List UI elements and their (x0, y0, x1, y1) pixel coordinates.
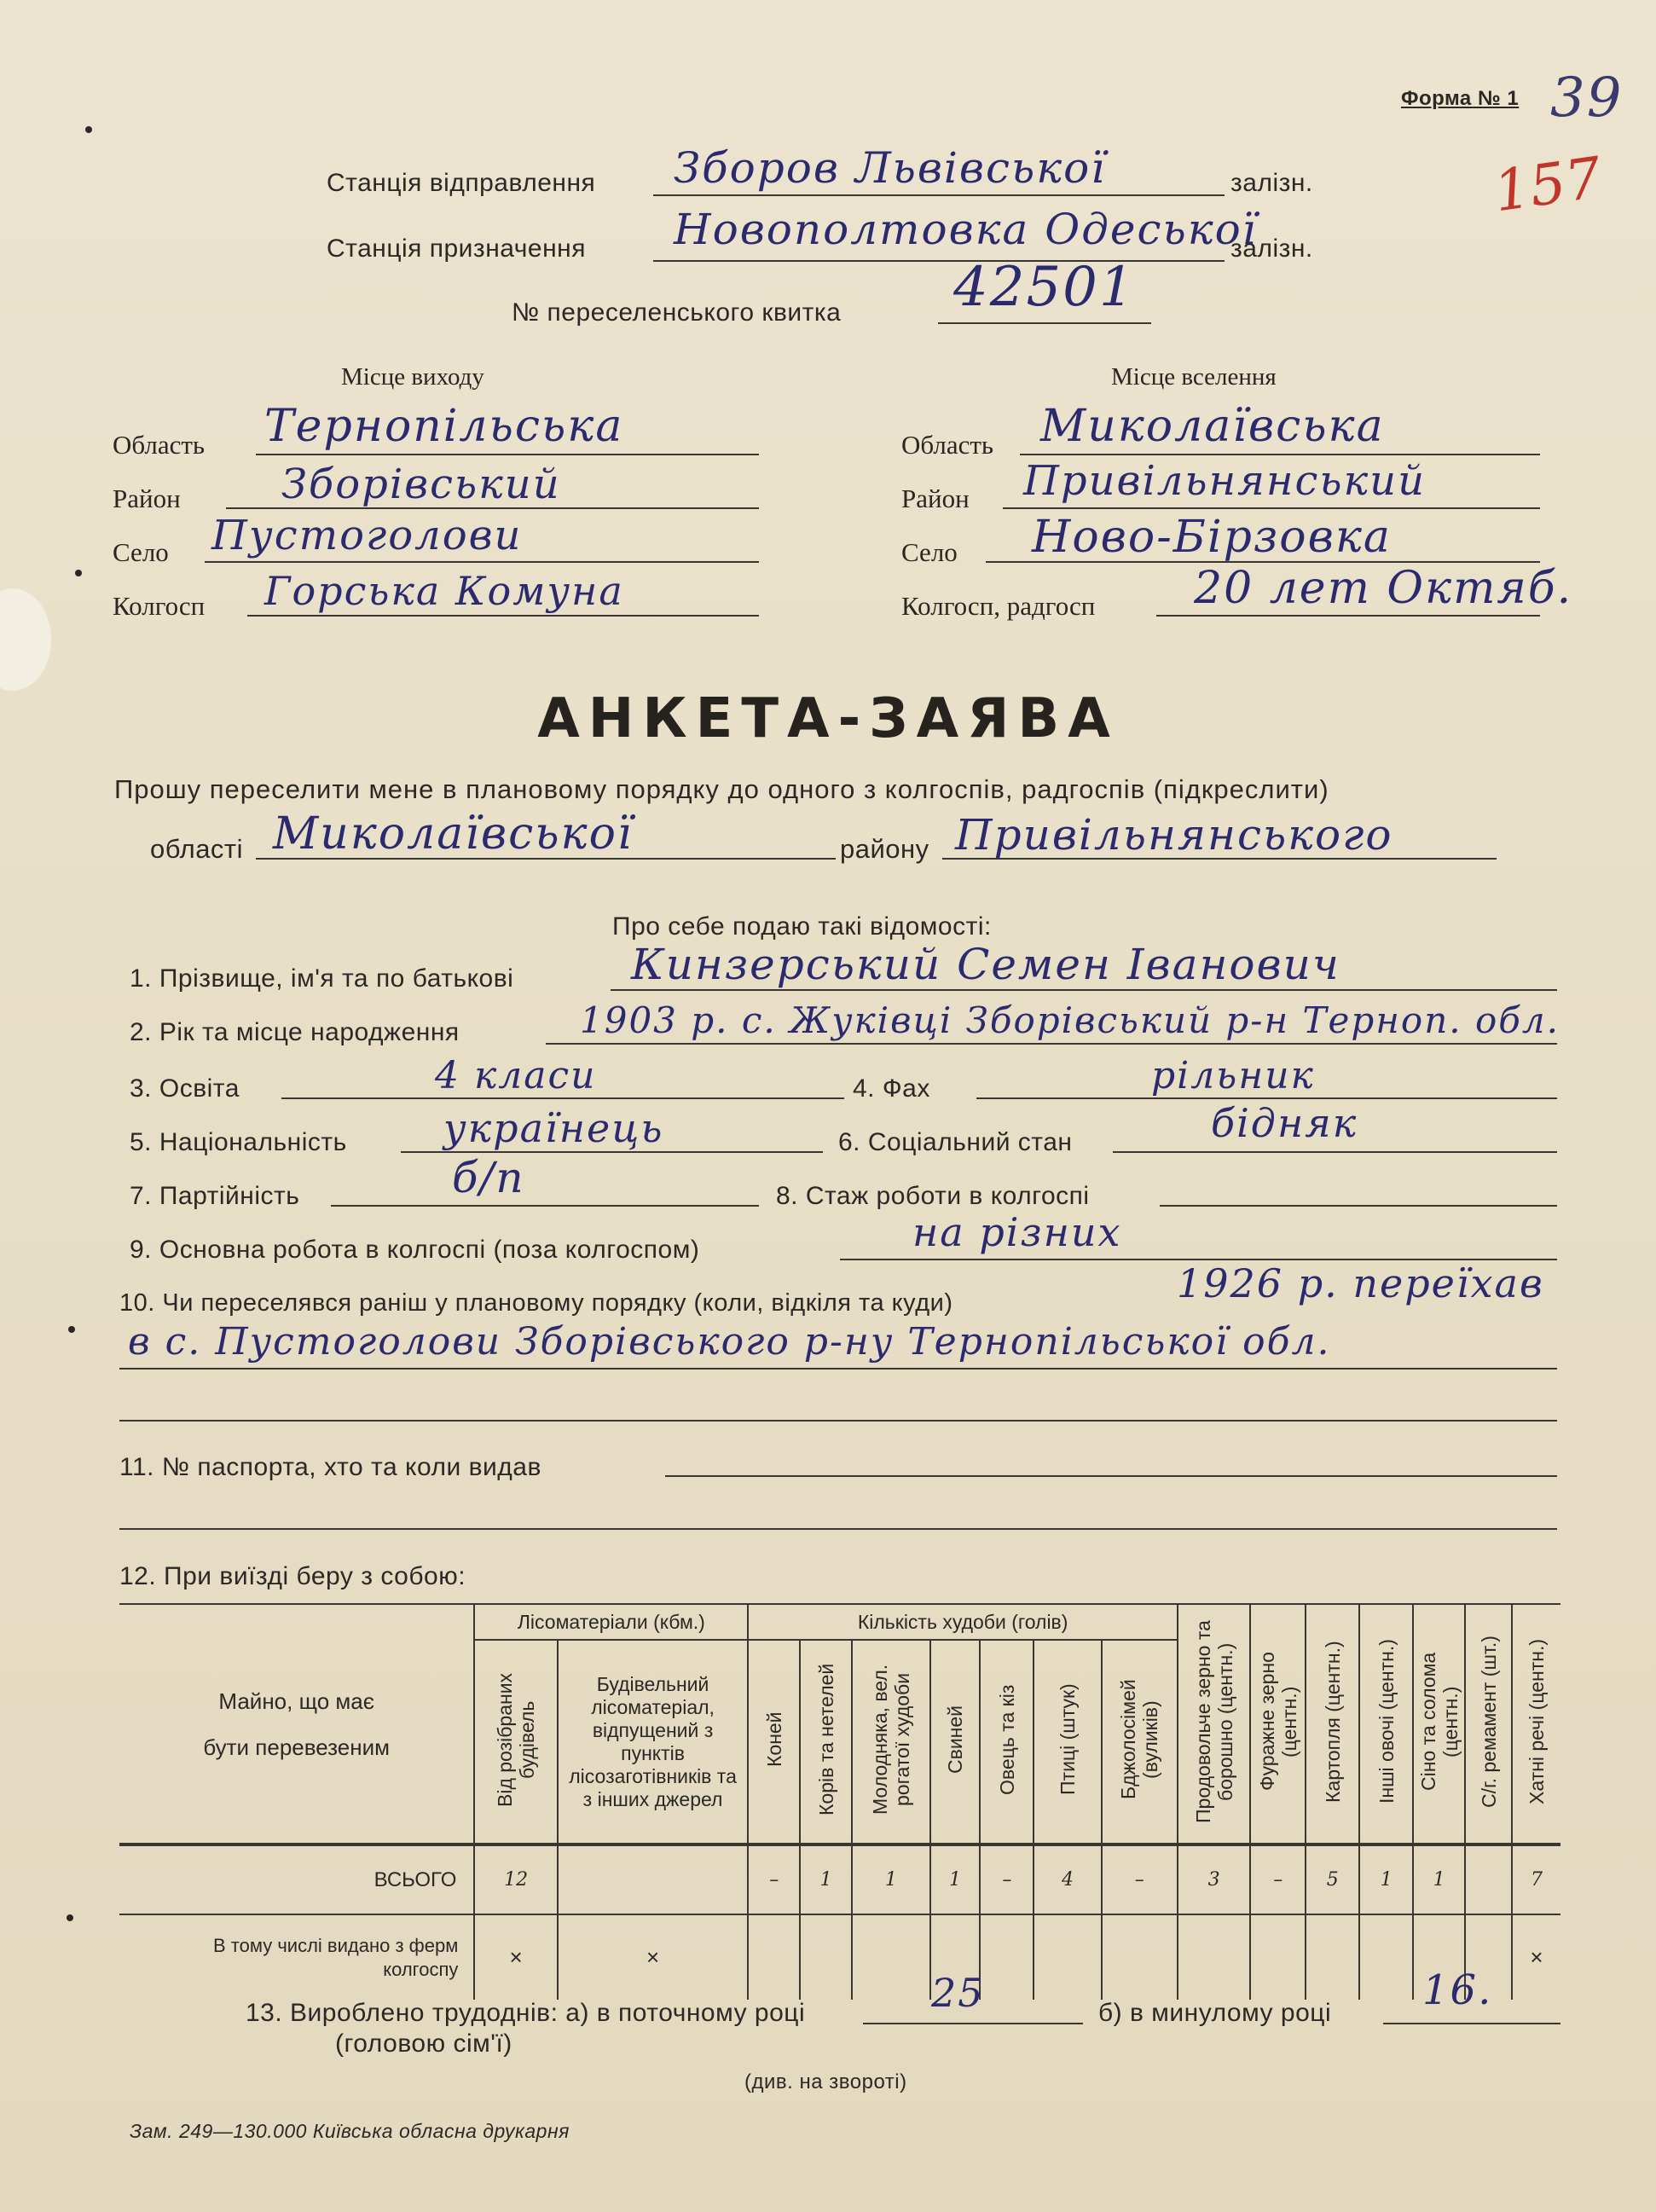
origin-kolhosp-label: Колгосп (113, 591, 206, 621)
q10-value-2: в с. Пустоголови Зборівського р-ну Тернопільської обл. (128, 1320, 1331, 1364)
q11-label: 11. № паспорта, хто та коли видав (119, 1453, 541, 1481)
workdays-current-line (863, 2023, 1083, 2024)
q7-line (331, 1205, 759, 1207)
cell-farm-15: × (1512, 1914, 1560, 2000)
destination-selo-label: Село (901, 537, 958, 567)
cell-total-4: 1 (852, 1844, 929, 1914)
hdr-11 (1306, 1604, 1359, 1844)
cell-total-3: 1 (800, 1844, 852, 1914)
hdr-2-text: Коней (762, 1711, 785, 1767)
hdr-11-text: Картопля (центн.) (1321, 1640, 1344, 1803)
departure-station-line (653, 194, 1225, 196)
cell-farm-12 (1359, 1914, 1413, 2000)
row-farm-label (119, 1914, 474, 2000)
hdr-14 (1465, 1604, 1512, 1844)
row-farm-label-text: В тому числі видано з ферм колгоспу (213, 1934, 459, 1980)
q10-line-3 (119, 1420, 1557, 1422)
binding-dot-3 (68, 1326, 75, 1333)
hdr-9-text: Продовольче зерно та борошно (центн.) (1191, 1619, 1236, 1823)
cell-total-11: 5 (1306, 1844, 1359, 1914)
destination-station-line (653, 260, 1225, 262)
hdr-10-text: Фуражне зерно (центн.) (1255, 1652, 1300, 1791)
hdr-1 (558, 1640, 748, 1844)
q5-value: українець (443, 1105, 664, 1151)
row-total-label: ВСЬОГО (119, 1844, 474, 1914)
q8-line (1160, 1205, 1557, 1207)
col-property-header (119, 1604, 474, 1844)
q3-label: 3. Освіта (130, 1074, 240, 1103)
q2-label: 2. Рік та місце народження (130, 1018, 460, 1046)
q12-label: 12. При виїзді беру з собою: (119, 1562, 466, 1590)
printer-note: Зам. 249—130.000 Київська обласна друкарня (130, 2120, 570, 2142)
workdays-prev-label: б) в минулому році (1098, 1999, 1332, 2027)
cell-total-14 (1465, 1844, 1512, 1914)
cell-total-6: – (980, 1844, 1034, 1914)
cell-total-10: – (1250, 1844, 1306, 1914)
destination-station-label: Станція призначення (327, 235, 586, 263)
request-raion-value: Привільнянського (955, 810, 1393, 860)
workdays-note: (головою сім'ї) (335, 2030, 512, 2058)
q4-line (976, 1097, 1557, 1099)
q8-label: 8. Стаж роботи в колгоспі (776, 1182, 1090, 1210)
q1-value: Кинзерський Семен Іванович (631, 940, 1340, 989)
q9-label: 9. Основна робота в колгоспі (поза колгоспом) (130, 1236, 700, 1264)
hdr-8-text: Бджолосімей (вуликів) (1117, 1679, 1162, 1799)
hdr-13-text: Сіно та солома (центн.) (1416, 1652, 1462, 1791)
destination-kolhosp-label: Колгосп, радгосп (901, 591, 1096, 621)
hdr-1-text: Будівельний лісоматеріал, відпущений з пунктів лісозаготівників та з інших джерел (569, 1672, 737, 1810)
col-property-header-text: Майно, що має бути перевезеним (203, 1688, 391, 1760)
hdr-7-text: Птиці (штук) (1056, 1683, 1079, 1795)
origin-oblast-label: Область (113, 430, 206, 460)
archive-red-number: 157 (1490, 144, 1606, 225)
archive-page-number: 39 (1550, 67, 1624, 130)
q4-value: рільник (1151, 1054, 1315, 1097)
hdr-15 (1512, 1604, 1560, 1844)
cell-farm-2 (748, 1914, 800, 2000)
q2-line (546, 1043, 1557, 1045)
q10-line-2 (119, 1368, 1557, 1369)
cell-farm-3 (800, 1914, 852, 2000)
origin-selo-line (205, 561, 759, 563)
destination-oblast-line (1020, 454, 1540, 455)
workdays-current-value: 25 (931, 1970, 985, 2016)
hdr-2 (748, 1640, 800, 1844)
origin-selo-value: Пустоголови (211, 512, 523, 559)
table-row-total (119, 1844, 1560, 1914)
cell-farm-11 (1306, 1914, 1359, 2000)
hdr-7 (1034, 1640, 1101, 1844)
cell-total-5: 1 (930, 1844, 981, 1914)
destination-station-value: Новополтовка Одеської (674, 205, 1258, 254)
origin-oblast-value: Тернопільська (264, 401, 624, 452)
departure-station-value: Зборов Львівської (674, 143, 1107, 193)
hdr-0-text: Від розібраних будівель (494, 1671, 539, 1807)
hdr-3-text: Корів та нетелей (814, 1663, 837, 1815)
q1-line (611, 989, 1557, 991)
table-row-farm (119, 1914, 1560, 2000)
ticket-line (938, 322, 1151, 324)
hdr-10 (1250, 1604, 1306, 1844)
origin-oblast-line (256, 454, 759, 455)
railway-label-2: залізн. (1230, 235, 1313, 263)
origin-kolhosp-line (247, 615, 759, 617)
q3-line (281, 1097, 844, 1099)
cattle-group-header: Кількість худоби (голів) (748, 1604, 1178, 1640)
cell-total-1 (558, 1844, 748, 1914)
q1-label: 1. Прізвище, ім'я та по батькові (130, 964, 514, 993)
binding-dot-4 (67, 1914, 73, 1921)
cell-total-7: 4 (1034, 1844, 1101, 1914)
departure-station-label: Станція відправлення (327, 169, 596, 197)
hdr-6-text: Овець та кіз (995, 1683, 1018, 1795)
cell-farm-10 (1250, 1914, 1306, 2000)
cell-total-12: 1 (1359, 1844, 1413, 1914)
cell-total-9: 3 (1178, 1844, 1250, 1914)
q4-label: 4. Фах (853, 1074, 930, 1103)
cell-total-0: 12 (474, 1844, 557, 1914)
q2-value: 1903 р. с. Жуківці Зборівський р-н Терноп. обл. (580, 999, 1560, 1041)
cell-farm-1: × (558, 1914, 748, 2000)
q6-line (1113, 1151, 1557, 1153)
q11-line-1 (665, 1475, 1557, 1477)
destination-raion-label: Район (901, 484, 970, 513)
hdr-8 (1102, 1640, 1178, 1844)
cell-total-8: – (1102, 1844, 1178, 1914)
q11-line-2 (119, 1528, 1557, 1530)
cell-farm-8 (1102, 1914, 1178, 2000)
origin-heading: Місце виходу (341, 363, 484, 391)
q10-value-1: 1926 р. переїхав (1177, 1260, 1544, 1306)
origin-raion-value: Зборівський (281, 460, 561, 508)
binding-dot-2 (75, 570, 82, 576)
destination-heading: Місце вселення (1111, 363, 1277, 391)
request-oblast-label: області (150, 834, 244, 864)
hdr-4 (852, 1640, 929, 1844)
q6-value: бідняк (1211, 1100, 1358, 1146)
q7-label: 7. Партійність (130, 1182, 300, 1210)
cell-total-2: – (748, 1844, 800, 1914)
cell-farm-4 (852, 1914, 929, 2000)
lumber-group-header: Лісоматеріали (кбм.) (474, 1604, 748, 1640)
destination-selo-value: Ново-Бірзовка (1032, 512, 1392, 563)
workdays-label: 13. Вироблено трудоднів: а) в поточному році (246, 1999, 806, 2027)
destination-raion-line (1003, 507, 1540, 509)
request-oblast-value: Миколаївської (273, 808, 634, 860)
ticket-value: 42501 (953, 256, 1136, 319)
destination-kolhosp-value: 20 лет Октяб. (1194, 563, 1573, 614)
hdr-13 (1413, 1604, 1465, 1844)
q9-value: на різних (912, 1209, 1122, 1255)
origin-raion-label: Район (113, 484, 181, 513)
cell-farm-9 (1178, 1914, 1250, 2000)
cell-total-15: 7 (1512, 1844, 1560, 1914)
cell-total-13: 1 (1413, 1844, 1465, 1914)
hdr-6 (980, 1640, 1034, 1844)
form-number-label: Форма № 1 (1401, 87, 1520, 110)
hdr-15-text: Хатні речі (центн.) (1525, 1638, 1548, 1804)
workdays-prev-line (1383, 2023, 1560, 2024)
hdr-5 (930, 1640, 981, 1844)
hdr-12 (1359, 1604, 1413, 1844)
q10-label: 10. Чи переселявся раніш у плановому порядку (коли, відкіля та куди) (119, 1289, 953, 1317)
q3-value: 4 класи (435, 1054, 597, 1097)
q6-label: 6. Соціальний стан (838, 1128, 1073, 1156)
q7-value: б/п (452, 1153, 525, 1202)
info-intro: Про себе подаю такі відомості: (612, 912, 992, 941)
see-reverse-note: (див. на звороті) (744, 2070, 907, 2093)
origin-selo-label: Село (113, 537, 169, 567)
destination-kolhosp-line (1156, 615, 1540, 617)
property-table (119, 1603, 1560, 2000)
destination-oblast-label: Область (901, 430, 994, 460)
ticket-label: № переселенського квитка (512, 298, 842, 327)
hdr-12-text: Інші овочі (центн.) (1375, 1639, 1398, 1804)
hdr-0 (474, 1640, 557, 1844)
cell-farm-0: × (474, 1914, 557, 2000)
q5-label: 5. Національність (130, 1128, 347, 1156)
request-raion-label: району (840, 834, 929, 864)
hdr-3 (800, 1640, 852, 1844)
hdr-4-text: Молодняка, вел. рогатої худоби (868, 1664, 913, 1815)
hdr-5-text: Свиней (943, 1705, 966, 1774)
hdr-9 (1178, 1604, 1250, 1844)
form-title: АНКЕТА-ЗАЯВА (537, 687, 1119, 750)
destination-raion-value: Привільнянський (1023, 457, 1427, 505)
binding-dot-1 (85, 126, 92, 133)
railway-label-1: залізн. (1230, 169, 1313, 197)
cell-farm-6 (980, 1914, 1034, 2000)
cell-farm-7 (1034, 1914, 1101, 2000)
request-text: Прошу переселити мене в плановому порядку до одного з колгоспів, радгоспів (підкреслити) (114, 774, 1329, 804)
origin-kolhosp-value: Горська Комуна (264, 568, 624, 614)
destination-oblast-value: Миколаївська (1040, 401, 1385, 452)
workdays-prev-value: 16. (1422, 1966, 1493, 2014)
hdr-14-text: С/г. ремамент (шт.) (1477, 1635, 1500, 1808)
